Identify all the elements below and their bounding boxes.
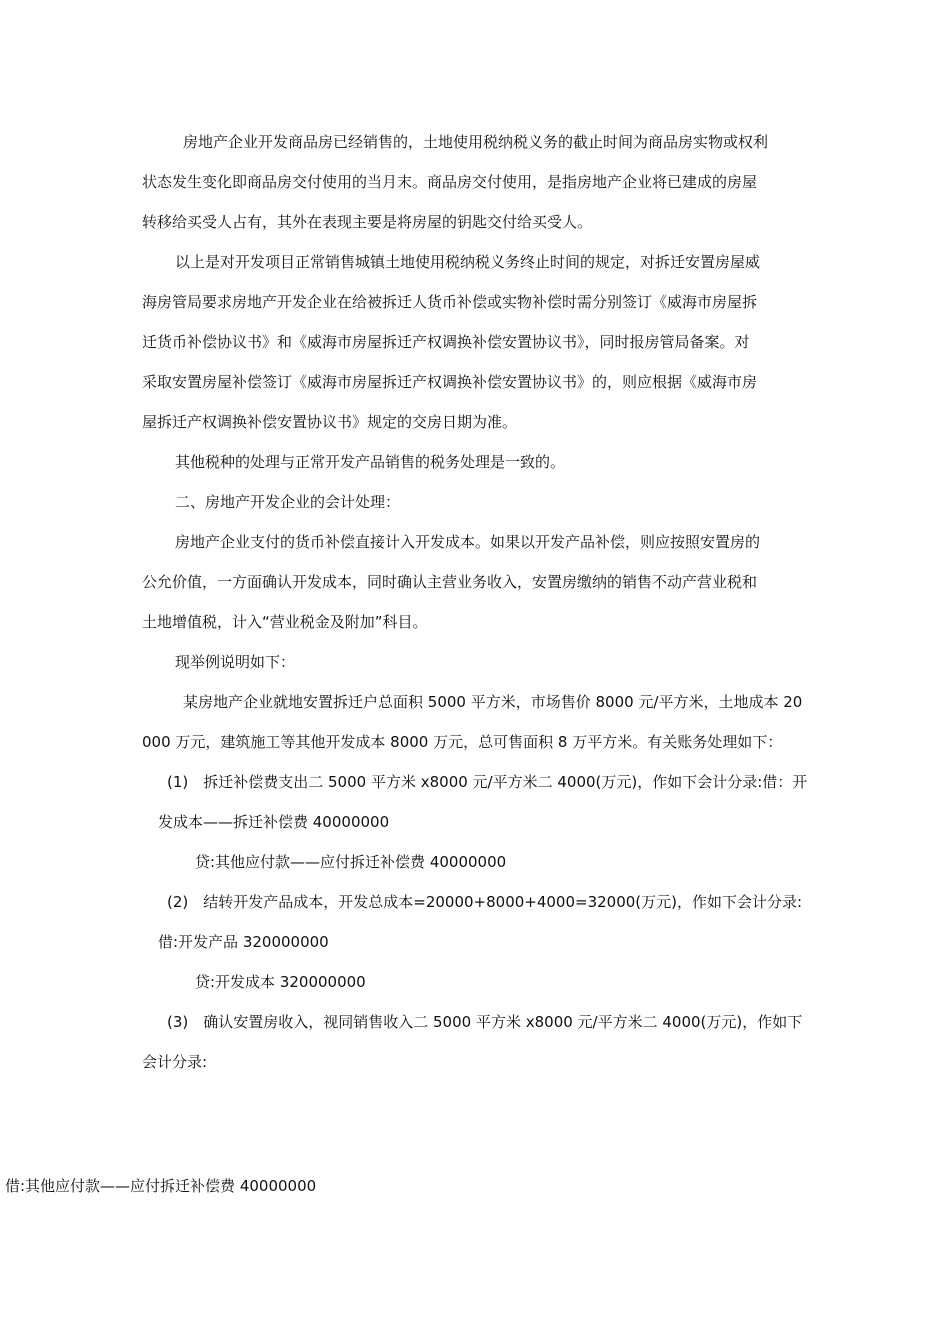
section-heading: 二、房地产开发企业的会计处理： <box>175 493 401 511</box>
text-line: 以上是对开发项目正常销售城镇土地使用税纳税义务终止时间的规定，对拆迁安置房屋威 <box>175 253 761 271</box>
text-line: 会计分录: <box>142 1053 208 1071</box>
text-line: 房地产企业支付的货币补偿直接计入开发成本。如果以开发产品补偿，则应按照安置房的 <box>175 533 761 551</box>
text-line: 现举例说明如下： <box>175 653 296 671</box>
journal-entry-item: (2) 结转开发产品成本，开发总成本=20000+8000+4000=32000(万元)，作如下会计分录: <box>167 893 803 911</box>
text-line: 采取安置房屋补偿签订《威海市房屋拆迁产权调换补偿安置协议书》的，则应根据《威海市房 <box>142 373 758 391</box>
text-line: 转移给买受人占有，其外在表现主要是将房屋的钥匙交付给买受人。 <box>142 213 593 231</box>
text-line: 海房管局要求房地产开发企业在给被拆迁人货币补偿或实物补偿时需分别签订《威海市房屋拆 <box>142 293 758 311</box>
journal-debit-line: 借:开发产品 320000000 <box>158 933 329 951</box>
text-line: 发成本——拆迁补偿费 40000000 <box>158 813 390 831</box>
text-line: 其他税种的处理与正常开发产品销售的税务处理是一致的。 <box>175 453 566 471</box>
text-line: 屋拆迁产权调换补偿安置协议书》规定的交房日期为准。 <box>142 413 518 431</box>
text-line: 土地增值税，计入“营业税金及附加”科目。 <box>142 613 428 631</box>
text-line: 房地产企业开发商品房已经销售的，土地使用税纳税义务的截止时间为商品房实物或权利 <box>183 133 769 151</box>
journal-entry-item: (1) 拆迁补偿费支出二 5000 平方米 x8000 元/平方米二 4000(万元)，作如下会计分录:借：开 <box>167 773 808 791</box>
journal-debit-line: 借:其他应付款——应付拆迁补偿费 40000000 <box>5 1177 317 1195</box>
journal-entry-item: (3) 确认安置房收入，视同销售收入二 5000 平方米 x8000 元/平方米二 4000(万元)，作如下 <box>167 1013 803 1031</box>
journal-credit-line: 贷:其他应付款——应付拆迁补偿费 40000000 <box>195 853 507 871</box>
text-line: 状态发生变化即商品房交付使用的当月末。商品房交付使用，是指房地产企业将已建成的房屋 <box>142 173 758 191</box>
text-line: 某房地产企业就地安置拆迁户总面积 5000 平方米，市场售价 8000 元/平方米，土地成本 20 <box>183 693 803 711</box>
journal-credit-line: 贷:开发成本 320000000 <box>195 973 366 991</box>
text-line: 000 万元，建筑施工等其他开发成本 8000 万元，总可售面积 8 万平方米。有关账务处理如下： <box>142 733 783 751</box>
text-line: 迁货币补偿协议书》和《威海市房屋拆迁产权调换补偿安置协议书》，同时报房管局备案。对 <box>142 333 750 351</box>
text-line: 公允价值，一方面确认开发成本，同时确认主营业务收入，安置房缴纳的销售不动产营业税和 <box>142 573 758 591</box>
